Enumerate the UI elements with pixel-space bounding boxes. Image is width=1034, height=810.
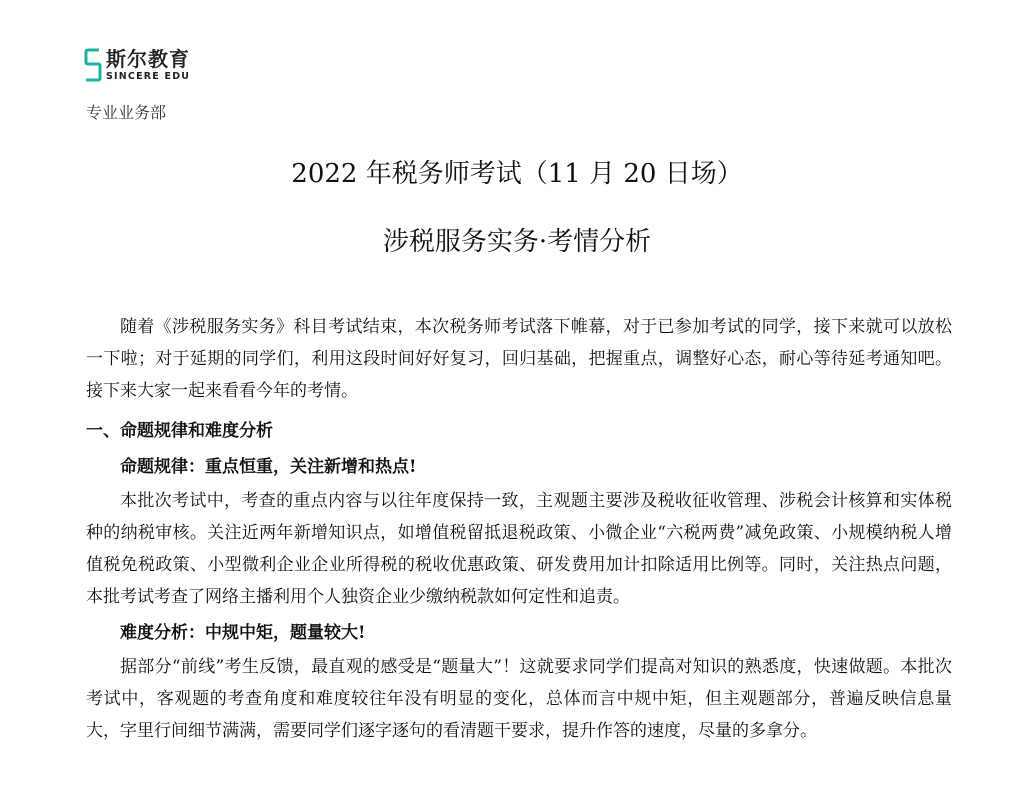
logo-english-text: SINCERE EDU xyxy=(106,70,191,82)
difficulty-paragraph: 据部分“前线”考生反馈，最直观的感受是“题量大”！这就要求同学们提高对知识的熟悉度，快速做题。本批次考试中，客观题的考查角度和难度较往年没有明显的变化，总体而言中规中矩，但主观题部分，普遍反映信息量大，字里行间细节满满，需要同学们逐字逐句的看清题干要求，提升作答的速度，尽量的多拿分。 xyxy=(86,657,952,741)
department-label: 专业业务部 xyxy=(86,103,167,122)
rule-subheading: 命题规律：重点恒重，关注新增和热点! xyxy=(120,457,417,477)
intro-paragraph: 随着《涉税服务实务》科目考试结束，本次税务师考试落下帷幕，对于已参加考试的同学，接下来就可以放松一下啦；对于延期的同学们，利用这段时间好好复习，回归基础，把握重点，调整好心态，耐心等待延考通知吧。接下来大家一起来看看今年的考情。 xyxy=(86,317,952,401)
document-title: 2022 年税务师考试（11 月 20 日场） xyxy=(291,159,743,189)
difficulty-subheading: 难度分析：中规中矩，题量较大! xyxy=(120,623,366,643)
document-body xyxy=(86,311,952,747)
logo-chinese-text: 斯尔教育 xyxy=(106,46,190,71)
sincere-logo-icon xyxy=(84,48,102,82)
section-heading: 一、命题规律和难度分析 xyxy=(86,421,273,441)
logo xyxy=(84,48,190,82)
document-subtitle: 涉税服务实务·考情分析 xyxy=(382,227,652,257)
rule-paragraph: 本批次考试中，考查的重点内容与以往年度保持一致，主观题主要涉及税收征收管理、涉税会计核算和实体税种的纳税审核。关注近两年新增知识点，如增值税留抵退税政策、小微企业“六税两费”减免政策、小规模纳税人增值税免税政策、小型微利企业企业所得税的税收优惠政策、研发费用加计扣除适用比例等。同时，关注热点问题，本批考试考查了网络主播利用个人独资企业少缴纳税款如何定性和追责。 xyxy=(86,491,952,607)
